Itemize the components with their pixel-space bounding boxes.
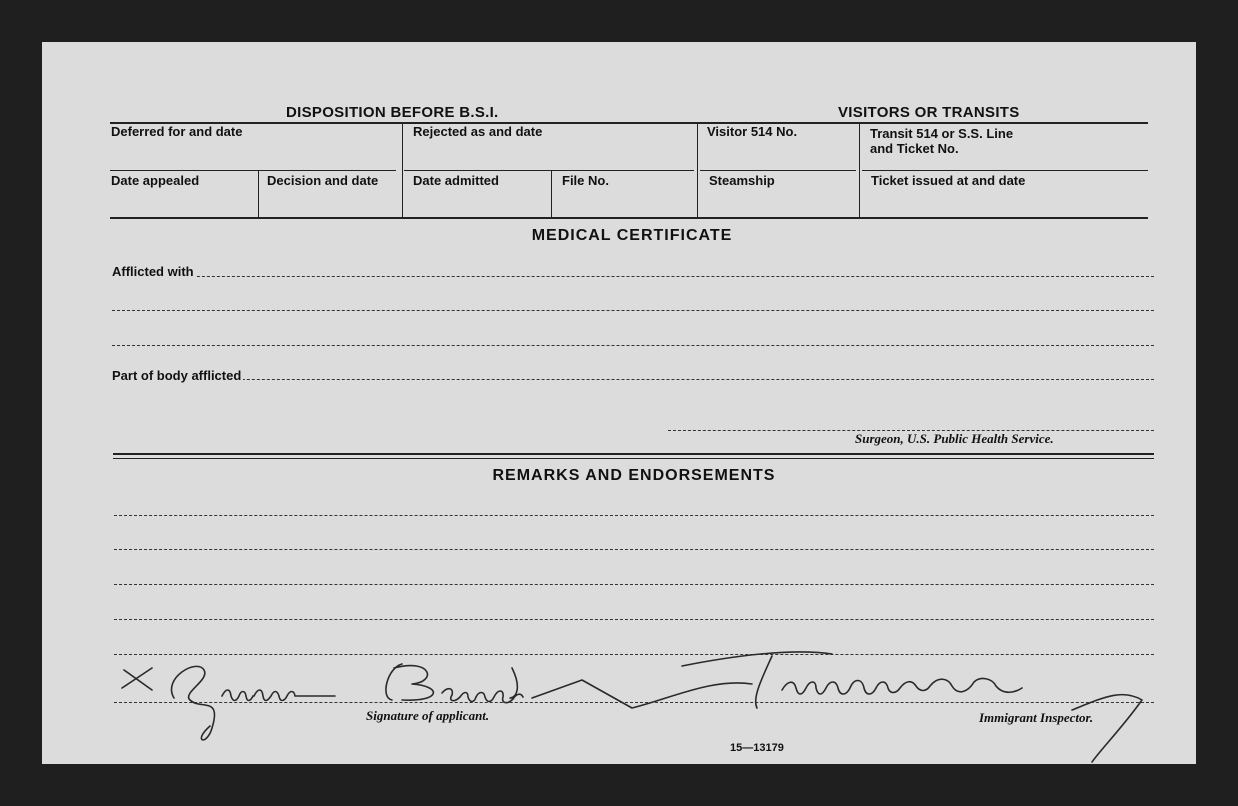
part-of-body-line xyxy=(112,379,1154,380)
date-admitted-label: Date admitted xyxy=(413,173,499,188)
deferred-label: Deferred for and date xyxy=(111,124,243,139)
remarks-line-1 xyxy=(114,515,1154,516)
form-code: 15—13179 xyxy=(730,742,784,754)
steamship-label: Steamship xyxy=(709,173,775,188)
afflicted-line xyxy=(112,276,1154,277)
rejected-label: Rejected as and date xyxy=(413,124,543,139)
medical-line-3 xyxy=(112,345,1154,346)
table-top-line xyxy=(110,122,1148,124)
table-mid-line-1 xyxy=(110,170,396,171)
transit-label-line1: Transit 514 or S.S. Line xyxy=(870,126,1014,141)
disposition-title: DISPOSITION BEFORE B.S.I. xyxy=(286,104,499,121)
table-mid-line-2 xyxy=(404,170,694,171)
part-of-body-label: Part of body afflicted xyxy=(112,368,242,383)
applicant-signature xyxy=(122,666,335,739)
remarks-title: REMARKS AND ENDORSEMENTS xyxy=(492,467,776,484)
remarks-line-4 xyxy=(114,619,1154,620)
table-mid-line-3 xyxy=(700,170,856,171)
transit-label xyxy=(870,126,1013,156)
afflicted-label: Afflicted with xyxy=(112,264,194,279)
remarks-line-3 xyxy=(114,584,1154,585)
surgeon-label: Surgeon, U.S. Public Health Service. xyxy=(855,431,1054,446)
table-mid-line-4 xyxy=(862,170,1148,171)
ticket-issued-label: Ticket issued at and date xyxy=(871,173,1026,188)
visitor-label: Visitor 514 No. xyxy=(707,124,798,139)
medical-line-2 xyxy=(112,310,1154,311)
date-appealed-label: Date appealed xyxy=(111,173,200,188)
table-divider-1 xyxy=(402,122,403,217)
table-divider-4 xyxy=(258,170,259,217)
medical-certificate-title: MEDICAL CERTIFICATE xyxy=(531,227,733,244)
section-separator-top xyxy=(113,453,1154,455)
decision-label: Decision and date xyxy=(267,173,379,188)
section-separator-bottom xyxy=(113,458,1154,459)
visitors-title: VISITORS OR TRANSITS xyxy=(838,104,1020,121)
handwritten-signatures xyxy=(112,638,1172,768)
table-divider-2 xyxy=(697,122,698,217)
form-card xyxy=(42,42,1196,764)
table-bottom-line xyxy=(110,217,1148,219)
file-no-label: File No. xyxy=(562,173,609,188)
applicant-signature-label: Signature of applicant. xyxy=(366,708,490,723)
transit-label-line2: and Ticket No. xyxy=(870,141,959,156)
table-divider-5 xyxy=(551,170,552,217)
inspector-signature-label: Immigrant Inspector. xyxy=(979,710,1094,725)
table-divider-3 xyxy=(859,122,860,217)
remarks-line-2 xyxy=(114,549,1154,550)
